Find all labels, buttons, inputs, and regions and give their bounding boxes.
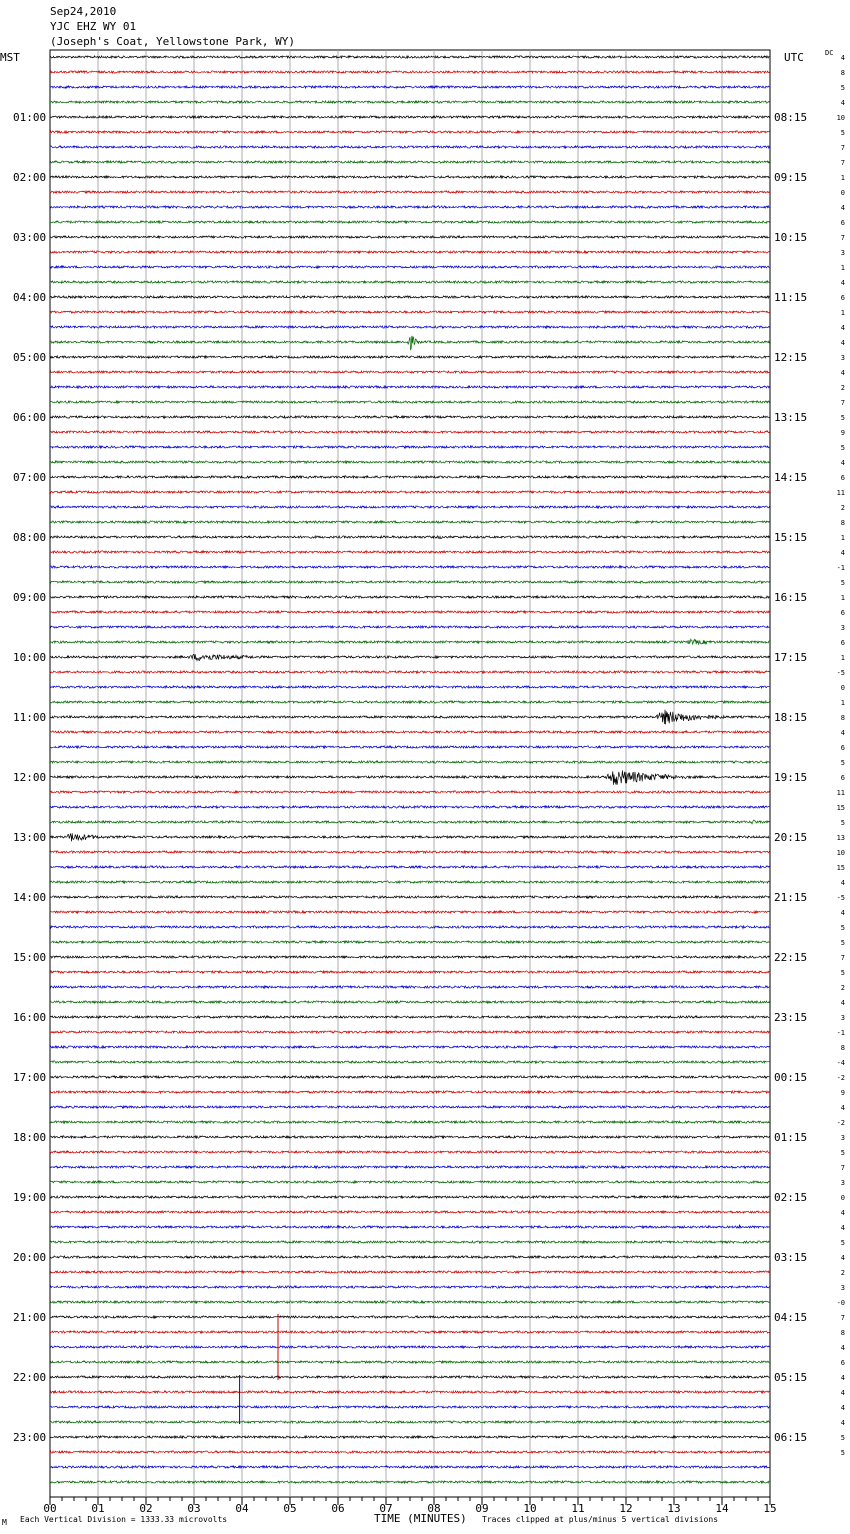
trace-row-20 [50,356,769,358]
right-hour-label: 16:15 [774,591,808,604]
left-hour-label: 08:00 [13,531,47,544]
right-hour-label: 20:15 [774,831,808,844]
left-hour-label: 12:00 [13,771,47,784]
dc-offset-label: 1 [840,309,845,317]
dc-offset-label: 8 [840,519,845,527]
dc-offset-label: 8 [840,69,845,77]
trace-row-36 [50,596,769,598]
trace-row-47 [50,761,769,763]
dc-offset-label: 4 [840,1344,845,1352]
trace-row-30 [50,506,769,508]
dc-offset-label: 7 [840,159,845,167]
trace-row-16 [50,296,769,298]
trace-row-9 [50,191,769,193]
trace-row-89 [50,1391,769,1393]
x-tick-label: 01 [91,1502,105,1515]
dc-offset-label: 8 [840,1044,845,1052]
right-hour-label: 22:15 [774,951,808,964]
trace-row-14 [50,266,769,268]
dc-offset-label: 2 [840,504,845,512]
dc-offset-label: -0 [836,1299,845,1307]
dc-offset-label: -4 [836,1059,845,1067]
trace-row-37 [50,611,769,613]
dc-offset-label: 0 [840,189,845,197]
dc-offset-label: 4 [840,1374,845,1382]
dc-offset-label: 0 [840,684,845,692]
dc-offset-label: 4 [840,459,845,467]
dc-offset-label: 7 [840,234,845,242]
dc-offset-label: 4 [840,549,845,557]
dc-offset-label: 2 [840,984,845,992]
division-note: Each Vertical Division = 1333.33 microvolts [20,1515,228,1524]
dc-offset-label: 4 [840,1224,845,1232]
trace-row-76 [50,1196,769,1198]
trace-row-38 [50,626,769,628]
trace-row-88 [50,1376,769,1378]
right-hour-label: 13:15 [774,411,808,424]
right-hour-label: 02:15 [774,1191,808,1204]
left-hour-label: 03:00 [13,231,47,244]
left-hour-label: 19:00 [13,1191,47,1204]
dc-offset-label: 1 [840,654,845,662]
right-hour-label: 18:15 [774,711,808,724]
dc-offset-label: 7 [840,399,845,407]
trace-row-87 [50,1361,769,1363]
dc-offset-label: 5 [840,969,845,977]
dc-offset-label: 3 [840,1014,845,1022]
trace-row-94 [50,1466,769,1468]
left-hour-label: 10:00 [13,651,47,664]
trace-row-61 [50,971,769,973]
trace-row-0 [50,56,769,58]
left-hour-label: 02:00 [13,171,47,184]
dc-offset-label: 5 [840,444,845,452]
trace-row-70 [50,1106,769,1108]
right-hour-label: 06:15 [774,1431,808,1444]
dc-offset-label: 4 [840,999,845,1007]
dc-offset-label: 4 [840,279,845,287]
x-tick-label: 13 [667,1502,681,1515]
left-hour-label: 01:00 [13,111,47,124]
trace-row-95 [50,1481,769,1483]
left-hour-label: 22:00 [13,1371,47,1384]
right-hour-label: 14:15 [774,471,808,484]
trace-row-55 [50,881,769,883]
x-tick-label: 04 [235,1502,249,1515]
right-hour-label: 10:15 [774,231,808,244]
trace-row-4 [50,116,769,118]
trace-row-40 [50,654,769,660]
dc-offset-label: 8 [840,1329,845,1337]
dc-offset-label: 9 [840,429,845,437]
dc-offset-label: 4 [840,54,845,62]
dc-offset-label: 3 [840,1134,845,1142]
trace-row-81 [50,1271,769,1273]
dc-offset-label: 1 [840,534,845,542]
trace-row-17 [50,311,769,313]
trace-row-68 [50,1076,769,1078]
right-hour-label: 19:15 [774,771,808,784]
trace-row-80 [50,1256,769,1258]
trace-row-1 [50,71,769,73]
trace-row-22 [50,386,769,388]
trace-row-66 [50,1046,769,1048]
trace-row-53 [50,851,769,853]
dc-offset-label: 6 [840,219,845,227]
dc-offset-label: 3 [840,1179,845,1187]
trace-row-23 [50,401,769,403]
x-tick-label: 02 [139,1502,153,1515]
trace-row-31 [50,521,769,523]
station-label: YJC EHZ WY 01 [50,20,137,33]
dc-offset-label: 4 [840,1254,845,1262]
dc-offset-label: 15 [836,864,845,872]
x-tick-label: 14 [715,1502,729,1515]
x-tick-label: 10 [523,1502,537,1515]
dc-offset-label: 6 [840,474,845,482]
dc-offset-label: 4 [840,324,845,332]
trace-row-57 [50,911,769,913]
left-hour-label: 15:00 [13,951,47,964]
trace-row-33 [50,551,769,553]
trace-row-74 [50,1166,769,1168]
trace-row-39 [50,639,769,644]
dc-offset-label: 3 [840,1284,845,1292]
dc-offset-label: 15 [836,804,845,812]
dc-offset-label: 4 [840,1209,845,1217]
dc-offset-label: 6 [840,774,845,782]
right-hour-label: 17:15 [774,651,808,664]
dc-offset-label: 10 [836,849,845,857]
trace-row-83 [50,1301,769,1303]
trace-row-26 [50,446,769,448]
dc-offset-label: 5 [840,924,845,932]
left-hour-label: 04:00 [13,291,47,304]
trace-row-72 [50,1136,769,1138]
trace-row-75 [50,1181,769,1183]
dc-offset-label: 8 [840,714,845,722]
location-label: (Joseph's Coat, Yellowstone Park, WY) [50,35,296,48]
left-hour-label: 16:00 [13,1011,47,1024]
dc-offset-label: 6 [840,294,845,302]
dc-offset-label: 5 [840,1149,845,1157]
dc-offset-label: 5 [840,1434,845,1442]
clip-note: Traces clipped at plus/minus 5 vertical divisions [482,1515,719,1524]
dc-offset-label: 5 [840,759,845,767]
trace-row-18 [50,326,769,328]
dc-offset-label: 4 [840,369,845,377]
left-hour-label: 23:00 [13,1431,47,1444]
dc-column-label: DC [825,49,834,57]
trace-row-77 [50,1211,769,1213]
trace-row-43 [50,701,769,703]
trace-row-86 [50,1346,769,1348]
dc-offset-label: -2 [836,1074,845,1082]
trace-row-7 [50,161,769,163]
dc-offset-label: 5 [840,579,845,587]
dc-offset-label: 11 [836,489,845,497]
x-tick-label: 09 [475,1502,489,1515]
dc-offset-label: 1 [840,174,845,182]
trace-row-85 [50,1331,769,1333]
trace-row-2 [50,86,769,88]
dc-offset-label: 4 [840,99,845,107]
right-hour-label: 09:15 [774,171,808,184]
trace-row-67 [50,1061,769,1063]
left-hour-label: 06:00 [13,411,47,424]
trace-row-63 [50,1001,769,1003]
dc-offset-label: 4 [840,204,845,212]
right-hour-label: 01:15 [774,1131,808,1144]
left-hour-label: 11:00 [13,711,47,724]
dc-offset-label: 3 [840,249,845,257]
dc-offset-label: 5 [840,1449,845,1457]
right-hour-label: 08:15 [774,111,808,124]
x-tick-label: 05 [283,1502,297,1515]
trace-row-28 [50,476,769,478]
trace-row-58 [50,926,769,929]
trace-row-69 [50,1091,769,1093]
left-hour-label: 05:00 [13,351,47,364]
x-tick-label: 12 [619,1502,633,1515]
trace-row-60 [50,956,769,958]
trace-row-34 [50,566,769,568]
right-hour-label: 11:15 [774,291,808,304]
dc-offset-label: 4 [840,339,845,347]
x-tick-label: 15 [763,1502,777,1515]
x-tick-label: 00 [43,1502,57,1515]
dc-offset-label: 2 [840,384,845,392]
x-axis-title: TIME (MINUTES) [374,1512,467,1525]
trace-row-93 [50,1451,769,1453]
trace-row-71 [50,1121,769,1123]
right-hour-label: 15:15 [774,531,808,544]
trace-row-29 [50,491,769,493]
trace-row-92 [50,1436,769,1438]
x-tick-label: 11 [571,1502,585,1515]
trace-row-6 [50,146,769,148]
trace-row-13 [50,251,769,253]
dc-offset-label: -5 [836,669,845,677]
trace-row-73 [50,1151,769,1153]
dc-offset-label: 4 [840,1404,845,1412]
left-hour-label: 09:00 [13,591,47,604]
trace-row-5 [50,131,769,133]
dc-offset-label: 5 [840,84,845,92]
trace-row-65 [50,1031,769,1033]
left-hour-label: 07:00 [13,471,47,484]
dc-offset-label: 11 [836,789,845,797]
left-timezone-label: MST [0,51,20,64]
dc-offset-label: 6 [840,609,845,617]
trace-row-21 [50,371,769,373]
trace-row-82 [50,1286,769,1288]
trace-row-3 [50,101,769,103]
dc-offset-label: 7 [840,1164,845,1172]
trace-row-42 [50,686,769,688]
dc-offset-label: 1 [840,699,845,707]
dc-offset-label: -1 [836,564,845,572]
right-hour-label: 05:15 [774,1371,808,1384]
trace-row-27 [50,461,769,463]
trace-row-8 [50,176,769,179]
dc-offset-label: 5 [840,129,845,137]
dc-offset-label: 10 [836,114,845,122]
trace-row-44 [50,710,769,725]
trace-row-64 [50,1016,769,1018]
trace-row-32 [50,536,769,539]
dc-offset-label: 5 [840,1239,845,1247]
left-hour-label: 17:00 [13,1071,47,1084]
trace-row-59 [50,941,769,943]
right-hour-label: 03:15 [774,1251,808,1264]
dc-offset-label: 7 [840,954,845,962]
dc-offset-label: 2 [840,1269,845,1277]
dc-offset-label: -1 [836,1029,845,1037]
left-hour-label: 14:00 [13,891,47,904]
dc-offset-label: 4 [840,879,845,887]
trace-row-56 [50,896,769,898]
dc-offset-label: 3 [840,624,845,632]
right-hour-label: 04:15 [774,1311,808,1324]
left-hour-label: 21:00 [13,1311,47,1324]
left-hour-label: 13:00 [13,831,47,844]
x-tick-label: 03 [187,1502,201,1515]
right-hour-label: 21:15 [774,891,808,904]
dc-offset-label: 7 [840,1314,845,1322]
right-hour-label: 23:15 [774,1011,808,1024]
trace-row-91 [50,1421,769,1423]
trace-row-12 [50,236,769,238]
trace-row-49 [50,791,769,793]
dc-offset-label: 6 [840,639,845,647]
trace-row-24 [50,416,769,418]
trace-row-11 [50,221,769,223]
trace-row-35 [50,581,769,583]
x-tick-label: 07 [379,1502,393,1515]
trace-row-52 [50,833,769,841]
left-hour-label: 20:00 [13,1251,47,1264]
x-tick-label: 08 [427,1502,441,1515]
trace-row-51 [50,820,769,824]
trace-row-45 [50,731,769,733]
dc-offset-label: -5 [836,894,845,902]
trace-row-84 [50,1316,769,1318]
footer-mark: M [2,1518,7,1527]
right-hour-label: 12:15 [774,351,808,364]
dc-offset-label: 6 [840,1359,845,1367]
dc-offset-label: 5 [840,819,845,827]
dc-offset-label: -2 [836,1119,845,1127]
dc-offset-label: 13 [836,834,845,842]
dc-offset-label: 4 [840,1419,845,1427]
trace-row-46 [50,746,769,748]
trace-row-19 [50,336,769,350]
trace-row-10 [50,206,769,208]
right-hour-label: 00:15 [774,1071,808,1084]
trace-row-25 [50,431,769,433]
dc-offset-label: 1 [840,264,845,272]
dc-offset-label: 5 [840,939,845,947]
trace-row-15 [50,281,769,283]
dc-offset-label: 4 [840,1389,845,1397]
date-label: Sep24,2010 [50,5,117,18]
dc-offset-label: 4 [840,909,845,917]
trace-row-90 [50,1406,769,1408]
dc-offset-label: 3 [840,354,845,362]
dc-offset-label: 5 [840,414,845,422]
dc-offset-label: 4 [840,1104,845,1112]
right-timezone-label: UTC [784,51,804,64]
x-tick-label: 06 [331,1502,345,1515]
dc-offset-label: 4 [840,729,845,737]
dc-offset-label: 0 [840,1194,845,1202]
left-hour-label: 18:00 [13,1131,47,1144]
dc-offset-label: 6 [840,744,845,752]
trace-row-79 [50,1241,769,1243]
trace-row-62 [50,986,769,988]
trace-row-78 [50,1225,769,1229]
dc-offset-label: 1 [840,594,845,602]
trace-row-50 [50,806,769,808]
trace-row-54 [50,866,769,868]
dc-offset-label: 7 [840,144,845,152]
trace-row-48 [50,770,769,785]
trace-row-41 [50,671,769,673]
dc-offset-label: 9 [840,1089,845,1097]
